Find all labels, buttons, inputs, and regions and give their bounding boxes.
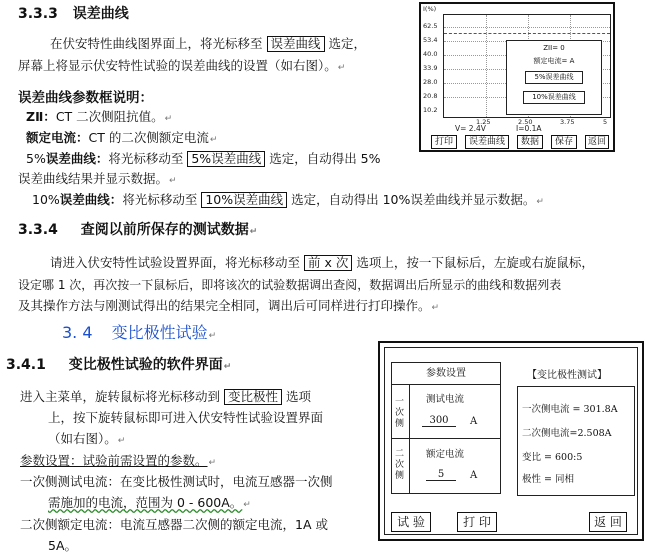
primary-side-label: 一次侧	[395, 397, 405, 429]
polarity-value: 极性 = 同相	[522, 474, 574, 485]
paragraph-line: 设定哪 1 次，再次按一下鼠标后，即将该次的试验数据调出查阅，数据调出后所显示的曲线和数据列表	[18, 278, 562, 292]
paragraph-line: 上，按下旋转鼠标即可进入伏安特性试验设置界面	[48, 410, 324, 425]
section-title: 变比极性试验的软件界面	[68, 357, 223, 373]
section-number: 3.4.1	[6, 357, 46, 373]
section-title: 变比极性试验	[111, 323, 208, 342]
rated-current-unit: A	[470, 470, 478, 481]
print-button[interactable]: 打 印	[457, 512, 497, 532]
panel-5pct-button[interactable]: 5%误差曲线	[525, 71, 583, 84]
current-readout: I=0.1A	[516, 124, 542, 133]
paragraph-line: 误差曲线结果并显示数据。↵	[18, 171, 177, 186]
y-tick: 53.4	[423, 36, 438, 44]
back-button[interactable]: 返 回	[589, 512, 627, 532]
param-box-title: 误差曲线参数框说明：	[18, 90, 153, 106]
result-title: 【变比极性测试】	[527, 370, 607, 381]
paragraph-line: 请进入伏安特性试验设置界面，将光标移动至 前 x 次 选项上，按一下鼠标后，左旋或右旋鼠标，	[50, 255, 594, 270]
section-number: 3. 4	[62, 323, 93, 342]
paragraph-line: 进入主菜单，旋转鼠标将光标移动到 变比极性 选项	[20, 389, 312, 404]
y-tick: 10.2	[423, 106, 438, 114]
paragraph-line: 在伏安特性曲线图界面上，将光标移至 误差曲线 选定，	[50, 36, 367, 51]
test-current-label: 测试电流	[426, 394, 465, 405]
x-tick: 1.25	[476, 118, 491, 126]
error-curve-option: 误差曲线	[267, 36, 325, 52]
params-panel	[391, 362, 501, 494]
voltage-readout: V= 2.4V	[455, 124, 486, 133]
test-button[interactable]: 试 验	[391, 512, 431, 532]
paragraph-line: 需施加的电流，范围为 0 - 600A。↵	[48, 495, 251, 510]
rated-current-label: 额定电流	[426, 449, 465, 460]
10pct-error-curve-option: 10%误差曲线	[201, 192, 287, 208]
panel-rated: 额定电流= A	[533, 57, 575, 65]
param-5pct: 5%误差曲线：将光标移动至 5%误差曲线 选定，自动得出 5%	[26, 151, 381, 166]
paragraph-line: 屏幕上将显示伏安特性试验的误差曲线的设置（如右图）。↵	[18, 58, 346, 73]
y-tick: 40.0	[423, 50, 438, 58]
y-tick: 33.9	[423, 64, 438, 72]
section-title: 误差曲线	[72, 6, 129, 22]
ratio-polarity-screen	[378, 341, 644, 541]
section-number: 3.3.3	[18, 6, 58, 22]
results-panel	[517, 386, 635, 496]
test-current-unit: A	[470, 416, 478, 427]
param-rated-current: 额定电流：CT 的二次侧额定电流↵	[26, 130, 218, 145]
paragraph-line: 5A。	[48, 538, 78, 553]
error-curve-button[interactable]: 误差曲线	[465, 135, 509, 149]
x-tick: 5	[603, 118, 608, 126]
x-tick: 2.50	[518, 118, 533, 126]
section-title: 查阅以前所保存的测试数据	[80, 222, 249, 238]
panel-zii: ZII= 0	[543, 44, 565, 52]
back-button[interactable]: 返回	[585, 135, 609, 149]
panel-10pct-button[interactable]: 10%误差曲线	[523, 91, 585, 104]
paragraph-line: （如右图）。↵	[48, 431, 126, 446]
section-3-3-4-heading: 3.3.4 查阅以前所保存的测试数据↵	[18, 222, 258, 238]
y-tick: 20.8	[423, 92, 438, 100]
primary-current-value: 一次侧电流 = 301.8A	[522, 404, 618, 415]
y-tick: 28.0	[423, 78, 438, 86]
param-zii: ZⅡ：CT 二次侧阻抗值。↵	[26, 109, 173, 124]
data-button[interactable]: 数据	[517, 135, 543, 149]
y-axis-label: I(%)	[423, 5, 437, 13]
test-current-input[interactable]: 300	[422, 415, 456, 427]
params-title: 参数设置	[392, 363, 500, 385]
5pct-error-curve-option: 5%误差曲线	[187, 151, 265, 167]
section-number: 3.3.4	[18, 222, 58, 238]
param-10pct: 10%误差曲线：将光标移动至 10%误差曲线 选定，自动得出 10%误差曲线并显示数据。↵	[32, 192, 544, 207]
y-tick: 62.5	[423, 22, 438, 30]
x-tick: 3.75	[560, 118, 575, 126]
paragraph-line: 一次侧测试电流：在变比极性测试时，电流互感器一次侧	[20, 474, 333, 489]
section-3-3-3-heading	[18, 3, 129, 23]
section-3-4-1-heading: 3.4.1 变比极性试验的软件界面↵	[6, 357, 232, 373]
save-button[interactable]: 保存	[551, 135, 577, 149]
rated-current-input[interactable]: 5	[426, 469, 456, 481]
section-3-4-heading: 3. 4 变比极性试验↵	[62, 323, 217, 342]
error-curve-screen	[419, 2, 615, 152]
paragraph-line: 及其操作方法与刚测试得出的结果完全相同，调出后可同样进行打印操作。↵	[18, 298, 440, 313]
error-params-panel	[506, 40, 602, 115]
previous-n-option: 前 x 次	[304, 255, 352, 271]
secondary-side-label: 二次侧	[395, 449, 405, 481]
print-button[interactable]: 打印	[431, 135, 457, 149]
paragraph-line: 参数设置：试验前需设置的参数。↵	[20, 453, 217, 468]
ratio-polarity-option: 变比极性	[224, 389, 282, 405]
secondary-current-value: 二次侧电流=2.508A	[522, 428, 612, 439]
paragraph-line: 二次侧额定电流：电流互感器二次侧的额定电流，1A 或	[20, 517, 328, 532]
ratio-value: 变比 = 600:5	[522, 452, 583, 463]
plot-area	[443, 14, 611, 118]
